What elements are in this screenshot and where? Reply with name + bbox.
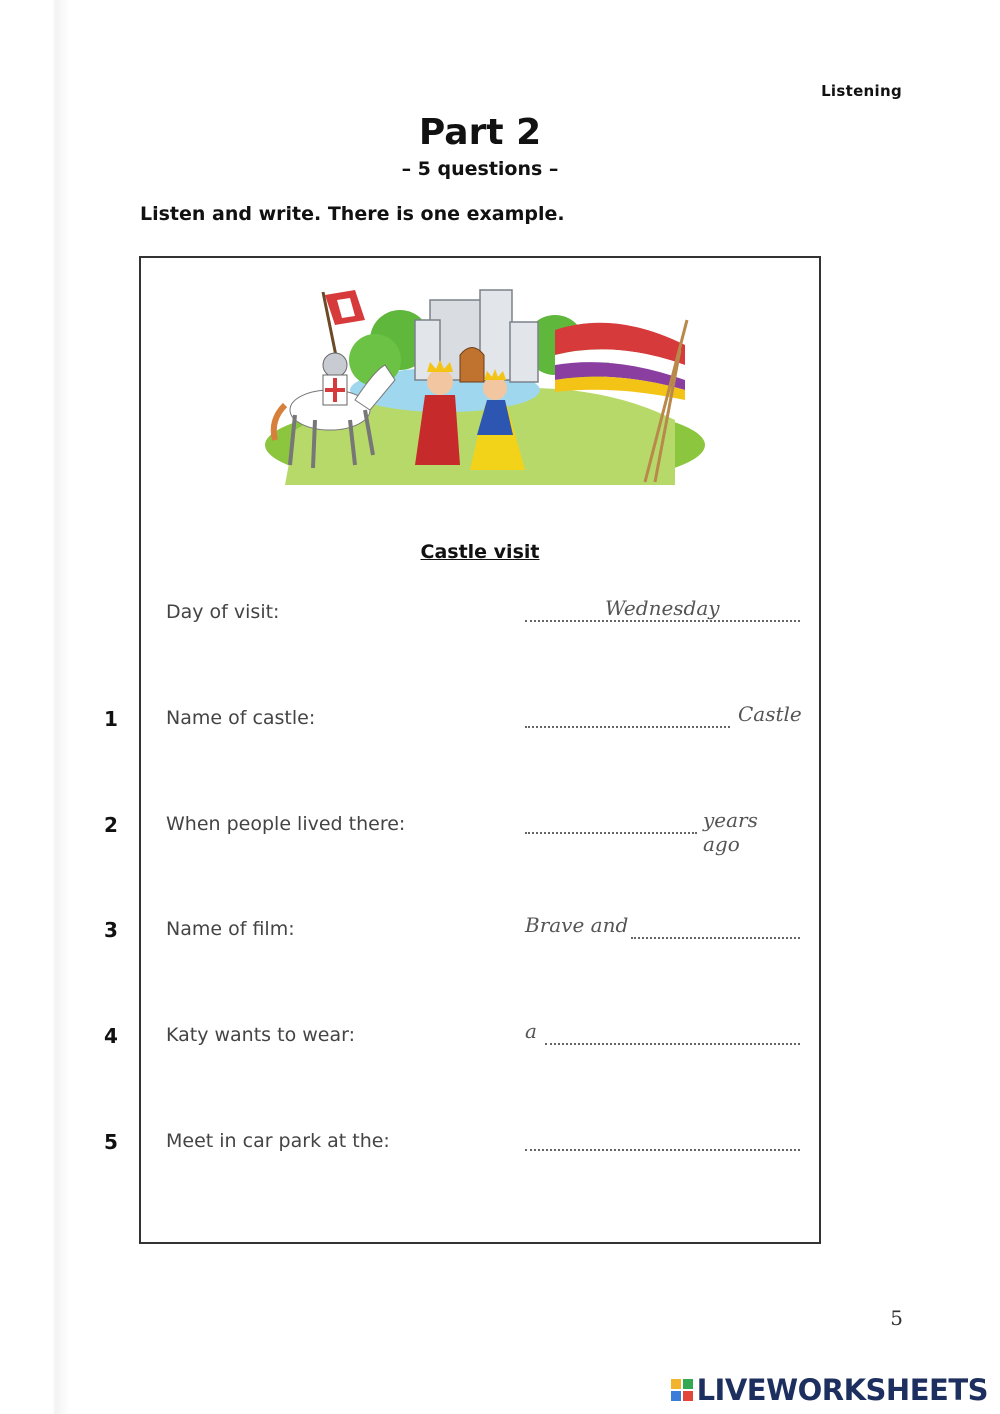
dotted-line (525, 832, 697, 834)
section-label: Listening (821, 82, 902, 100)
dotted-line (631, 937, 800, 939)
question-number: 5 (104, 1130, 118, 1154)
example-label: Day of visit: (166, 601, 280, 623)
question-number: 2 (104, 813, 118, 837)
meeting-place-field[interactable] (525, 1125, 800, 1155)
form-title: Castle visit (420, 541, 540, 563)
logo-square (671, 1379, 681, 1389)
page-number: 5 (890, 1306, 903, 1330)
page-edge (0, 0, 70, 1414)
brand-text: LIVEWORKSHEETS (696, 1373, 988, 1407)
instruction-text: Listen and write. There is one example. (140, 203, 565, 225)
question-label: When people lived there: (166, 813, 406, 835)
question-label: Name of castle: (166, 707, 316, 729)
part-subtitle: – 5 questions – (401, 158, 559, 180)
dotted-line (525, 1149, 800, 1151)
liveworksheets-logo-icon (671, 1379, 693, 1401)
question-number: 1 (104, 707, 118, 731)
castle-name-field[interactable] (525, 702, 800, 732)
castle-illustration (255, 270, 705, 485)
example-answer: Wednesday (605, 596, 720, 620)
answer-prefix: a (525, 1019, 537, 1043)
dotted-line (525, 726, 730, 728)
liveworksheets-brand[interactable] (671, 1372, 988, 1408)
question-number: 3 (104, 918, 118, 942)
dotted-line (525, 620, 800, 622)
question-label: Katy wants to wear: (166, 1024, 355, 1046)
answer-suffix: Castle (738, 702, 802, 726)
years-ago-field[interactable] (525, 808, 800, 856)
question-label: Meet in car park at the: (166, 1130, 390, 1152)
logo-square (683, 1379, 693, 1389)
answer-suffix: years ago (703, 808, 758, 856)
film-name-field[interactable] (525, 913, 800, 943)
part-title: Part 2 (418, 112, 542, 153)
logo-square (683, 1391, 693, 1401)
answer-prefix: Brave and (525, 913, 629, 937)
dotted-line (545, 1043, 800, 1045)
example-answer-field (525, 596, 800, 626)
question-label: Name of film: (166, 918, 295, 940)
question-number: 4 (104, 1024, 118, 1048)
clothing-field[interactable] (525, 1019, 800, 1049)
logo-square (671, 1391, 681, 1401)
